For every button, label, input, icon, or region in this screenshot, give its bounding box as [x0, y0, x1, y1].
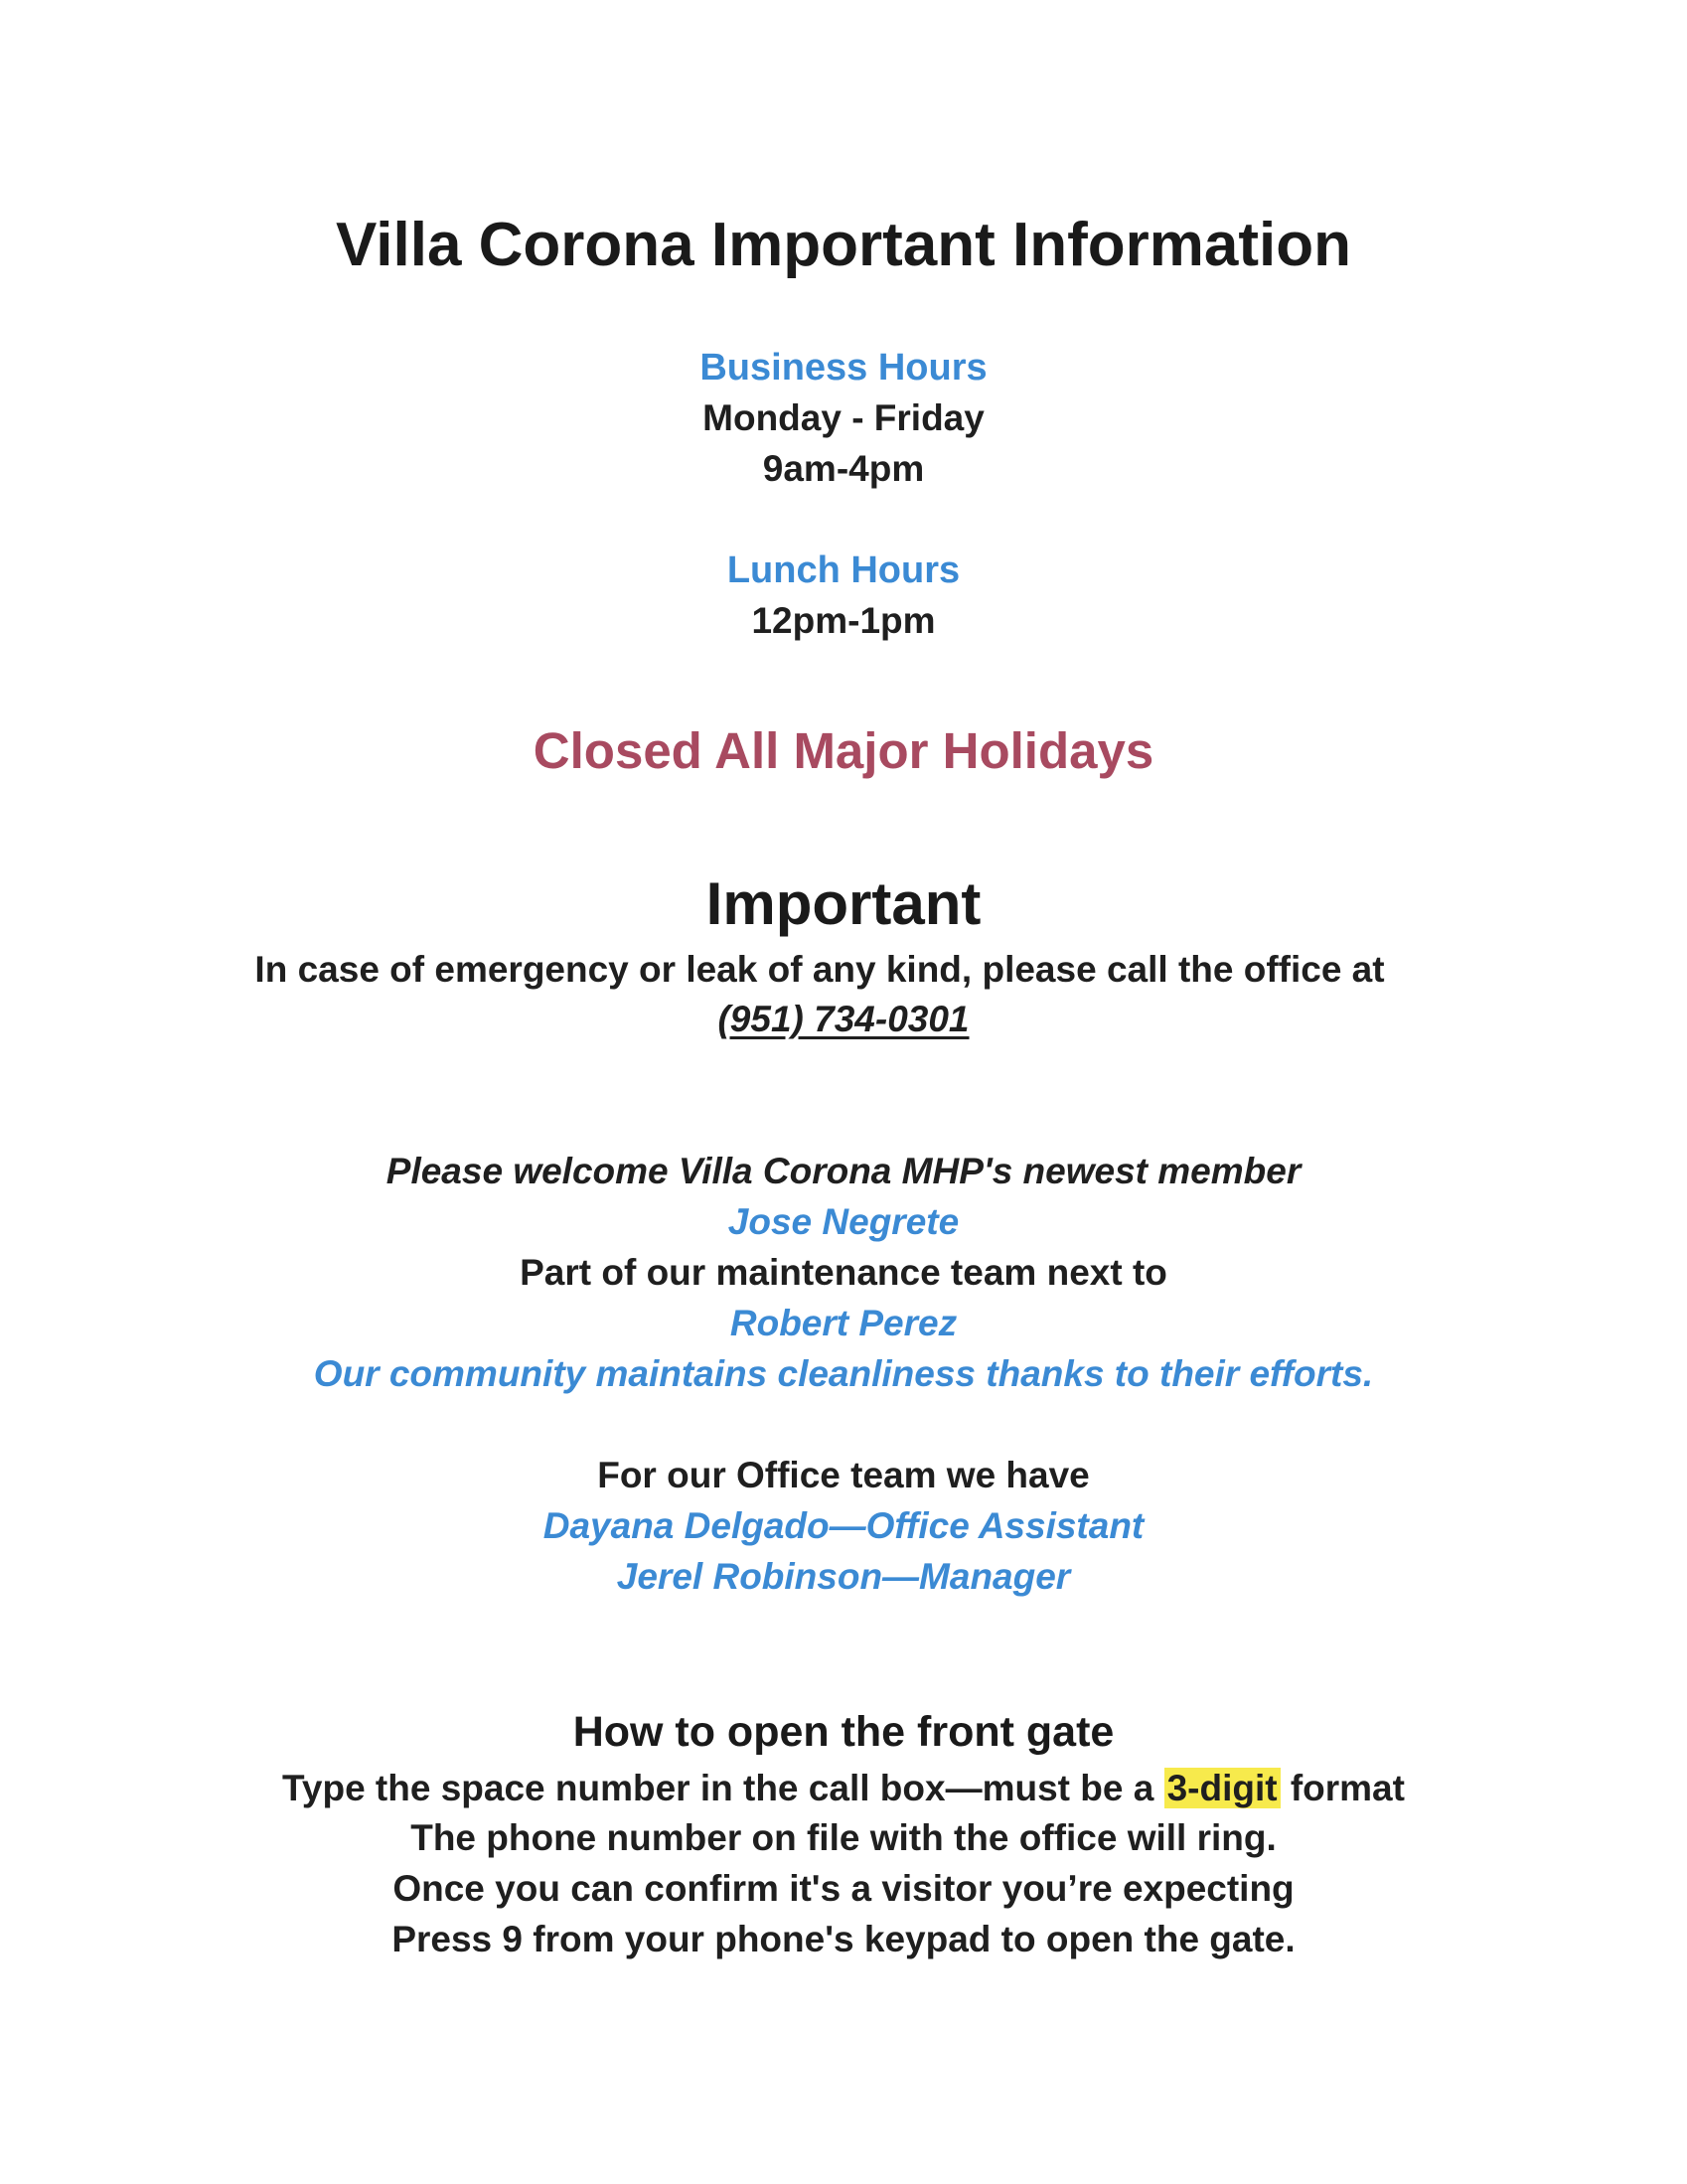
important-heading: Important — [705, 870, 982, 937]
new-member-name: Jose Negrete — [727, 1201, 960, 1242]
gate-instruction-1 — [0, 1770, 1687, 1806]
business-hours-time: 9am-4pm — [762, 448, 925, 489]
lunch-hours-time: 12pm-1pm — [751, 600, 936, 641]
business-hours-label: Business Hours — [699, 347, 988, 389]
maintenance-team-text: Part of our maintenance team next to — [520, 1252, 1167, 1293]
office-member-assistant: Dayana Delgado—Office Assistant — [542, 1505, 1145, 1546]
office-member-manager: Jerel Robinson—Manager — [616, 1556, 1071, 1597]
colleague-name: Robert Perez — [729, 1303, 958, 1343]
gate-instruction-2: The phone number on file with the office will ring. — [410, 1817, 1277, 1858]
office-team-intro: For our Office team we have — [597, 1455, 1090, 1495]
gate-instruction-1-start: Type the space number in the call box—must be a — [282, 1768, 1164, 1808]
office-phone-number[interactable]: (951) 734-0301 — [717, 999, 970, 1039]
emergency-text: In case of emergency or leak of any kind, please call the office at — [254, 949, 1385, 990]
gate-instruction-3: Once you can confirm it's a visitor you’re expecting — [392, 1868, 1295, 1909]
gate-instruction-1-end: format — [1280, 1768, 1405, 1808]
gate-instruction-4: Press 9 from your phone's keypad to open the gate. — [391, 1919, 1296, 1959]
gate-heading: How to open the front gate — [572, 1708, 1115, 1756]
business-hours-days: Monday - Friday — [702, 397, 985, 438]
community-thanks: Our community maintains cleanliness thanks to their efforts. — [313, 1353, 1374, 1394]
holiday-notice: Closed All Major Holidays — [533, 722, 1154, 779]
three-digit-highlight: 3-digit — [1164, 1768, 1281, 1808]
lunch-hours-label: Lunch Hours — [726, 549, 961, 591]
page-title: Villa Corona Important Information — [336, 211, 1351, 279]
welcome-intro: Please welcome Villa Corona MHP's newest member — [385, 1151, 1302, 1191]
